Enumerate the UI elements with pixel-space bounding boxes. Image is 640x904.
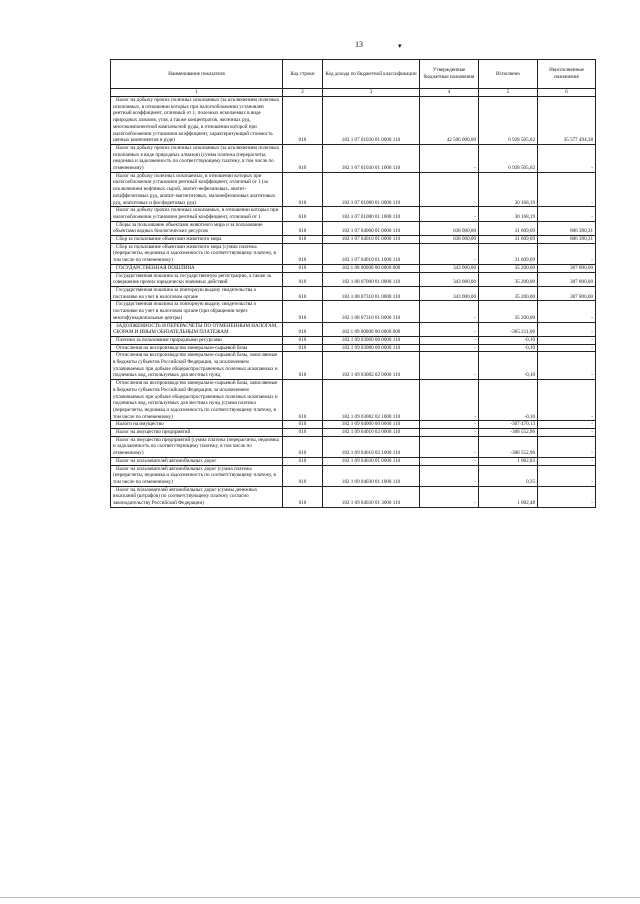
row-approved: 343 000,00 — [420, 272, 479, 286]
row-line-code: 010 — [283, 301, 323, 322]
row-unexecuted: 307 800,00 — [538, 264, 596, 272]
row-line-code: 010 — [283, 336, 323, 344]
row-approved: - — [420, 207, 479, 221]
row-executed: 35 200,00 — [479, 264, 538, 272]
row-budget-code: 182 1 09 00000 00 0000 000 — [323, 322, 420, 336]
row-line-code: 010 — [283, 286, 323, 300]
row-line-code: 010 — [283, 322, 323, 336]
header-executed: Исполнено — [479, 60, 538, 89]
row-executed: 35 200,00 — [479, 286, 538, 300]
column-number: 6 — [538, 89, 596, 97]
row-budget-code: 182 1 09 03000 00 0000 110 — [323, 336, 420, 344]
header-indicator-name: Наименование показателя — [111, 60, 283, 89]
row-approved: 838 000,00 — [420, 236, 479, 244]
row-indicator-name: Сборы за пользование объектами животного мира и за пользование объектами водных биологических ресурсов — [111, 221, 283, 235]
table-row — [111, 264, 596, 272]
row-unexecuted: 806 390,31 — [538, 221, 596, 235]
row-approved: 838 000,00 — [420, 221, 479, 235]
row-unexecuted: - — [538, 144, 596, 172]
row-budget-code: 182 1 07 01080 01 0000 110 — [323, 172, 420, 207]
row-budget-code: 182 1 07 01030 01 0000 110 — [323, 97, 420, 145]
row-unexecuted: - — [538, 429, 596, 437]
row-executed: -307 470,13 — [479, 421, 538, 429]
row-line-code: 010 — [283, 436, 323, 457]
row-approved: - — [420, 380, 479, 421]
row-indicator-name: Налог на добычу прочих полезных ископаемых (за исключением полезных ископаемых в виде природных алмазов) (сумма платежа (перерасчеты, недоимка и задолженность по соответствующему платежу, в том числе по отмененному) — [111, 144, 283, 172]
row-budget-code: 182 1 07 01080 01 1000 110 — [323, 207, 420, 221]
row-unexecuted: - — [538, 486, 596, 507]
row-approved: 42 506 000,00 — [420, 97, 479, 145]
row-line-code: 010 — [283, 380, 323, 421]
column-number: 5 — [479, 89, 538, 97]
row-unexecuted: - — [538, 380, 596, 421]
row-budget-code: 182 1 07 04010 01 1000 110 — [323, 243, 420, 264]
row-approved: - — [420, 336, 479, 344]
row-budget-code: 182 1 09 03082 02 1000 110 — [323, 380, 420, 421]
table-row — [111, 172, 596, 207]
row-budget-code: 182 1 09 04030 01 3000 110 — [323, 486, 420, 507]
page-number: 13 — [355, 40, 363, 49]
row-line-code: 010 — [283, 352, 323, 380]
row-executed: -0,10 — [479, 344, 538, 352]
row-budget-code: 182 1 08 07310 01 8000 110 — [323, 301, 420, 322]
row-executed: 1 082,48 — [479, 486, 538, 507]
row-unexecuted: 307 800,00 — [538, 286, 596, 300]
row-budget-code: 182 1 08 00000 00 0000 000 — [323, 264, 420, 272]
row-line-code: 010 — [283, 236, 323, 244]
row-line-code: 010 — [283, 429, 323, 437]
row-executed: 30 168,19 — [479, 172, 538, 207]
row-indicator-name: Платежи за пользование природными ресурсами — [111, 336, 283, 344]
row-indicator-name: Государственная пошлина за государственную регистрацию, а также за совершение прочих юридически значимых действий — [111, 272, 283, 286]
row-executed: -0,10 — [479, 352, 538, 380]
row-approved: 343 000,00 — [420, 286, 479, 300]
row-unexecuted: - — [538, 421, 596, 429]
row-executed: -0,10 — [479, 336, 538, 344]
row-indicator-name: ЗАДОЛЖЕННОСТЬ И ПЕРЕРАСЧЕТЫ ПО ОТМЕНЕННЫМ НАЛОГАМ, СБОРАМ И ИНЫМ ОБЯЗАТЕЛЬНЫМ ПЛАТЕЖАМ — [111, 322, 283, 336]
table-row — [111, 352, 596, 380]
row-unexecuted: 35 577 494,38 — [538, 97, 596, 145]
row-executed: 6 928 505,62 — [479, 144, 538, 172]
row-budget-code: 182 1 08 07310 01 0000 110 — [323, 286, 420, 300]
row-budget-code: 182 1 09 04010 02 1000 110 — [323, 436, 420, 457]
column-number: 3 — [323, 89, 420, 97]
table-row — [111, 301, 596, 322]
row-approved: - — [420, 172, 479, 207]
row-approved: 343 000,00 — [420, 264, 479, 272]
row-executed: 35 200,00 — [479, 272, 538, 286]
row-unexecuted: - — [538, 243, 596, 264]
row-line-code: 010 — [283, 97, 323, 145]
row-executed: -0,10 — [479, 380, 538, 421]
row-line-code: 010 — [283, 172, 323, 207]
column-number: 1 — [111, 89, 283, 97]
row-executed: 30 168,19 — [479, 207, 538, 221]
row-executed: 35 200,00 — [479, 301, 538, 322]
row-approved: - — [420, 243, 479, 264]
row-approved: - — [420, 429, 479, 437]
row-indicator-name: Налог на добычу прочих полезных ископаемых (за исключением полезных ископаемых, в отношении которых при налогообложении установлен рентный коэффициент, отличный от 1, полезных ископаемых в виде природных алмазов, угля, а также концентратов, железных руд, многокомпонентной комплексной руды, в отношении которой при налогообложении установлен коэффициент, характеризующий стоимость ценных компонентов в руде) — [111, 97, 283, 145]
row-approved: - — [420, 322, 479, 336]
row-approved: - — [420, 465, 479, 486]
row-executed: -308 552,96 — [479, 429, 538, 437]
row-budget-code: 182 1 07 04010 01 0000 110 — [323, 236, 420, 244]
table-row — [111, 421, 596, 429]
row-approved: - — [420, 144, 479, 172]
row-line-code: 010 — [283, 465, 323, 486]
row-approved: - — [420, 301, 479, 322]
row-indicator-name: Отчисления на воспроизводство минерально-сырьевой базы, зачисляемые в бюджеты субъектов Российской Федерации, за исключением уплачиваемых при добыче общераспространенных полезных ископаемых и подземных вод, используемых для местных нужд — [111, 352, 283, 380]
row-unexecuted: - — [538, 352, 596, 380]
row-line-code: 010 — [283, 457, 323, 465]
row-indicator-name: Налоги на имущество — [111, 421, 283, 429]
table-row — [111, 322, 596, 336]
page-mark: ▾ — [398, 42, 402, 50]
row-unexecuted: - — [538, 172, 596, 207]
row-indicator-name: Налог на имущество предприятий — [111, 429, 283, 437]
row-line-code: 010 — [283, 243, 323, 264]
table-row — [111, 344, 596, 352]
row-line-code: 010 — [283, 221, 323, 235]
row-indicator-name: Сбор за пользование объектами животного мира (сумма платежа (перерасчеты, недоимка и задолженность по соответствующему платежу, в том числе по отмененному) — [111, 243, 283, 264]
row-unexecuted: - — [538, 301, 596, 322]
table-row — [111, 436, 596, 457]
row-budget-code: 182 1 09 03082 02 0000 110 — [323, 352, 420, 380]
row-unexecuted: - — [538, 344, 596, 352]
row-executed: -308 552,96 — [479, 436, 538, 457]
table-row — [111, 286, 596, 300]
table-row — [111, 236, 596, 244]
row-line-code: 010 — [283, 264, 323, 272]
row-indicator-name: Налог на добычу прочих полезных ископаемых, в отношении которых при налогообложении установлен рентный коэффициент, отличный от 1 — [111, 207, 283, 221]
row-executed: 1 082,83 — [479, 457, 538, 465]
row-indicator-name: Государственная пошлина за повторную выдачу свидетельства о постановке на учет в налоговом органе — [111, 286, 283, 300]
header-line-code: Код строки — [283, 60, 323, 89]
row-indicator-name: Налог на добычу полезных ископаемых, в отношении которых при налогообложении установлен рентный коэффициент, отличный от 1 (за исключением нефтяных сырой, апатит-нефелиновых, апатит-штаффелитовых руд, апатит-магнетитовых, малонефелиновых апатитовых руд, апатитовых и фосфоритовых руд) — [111, 172, 283, 207]
row-approved: - — [420, 352, 479, 380]
row-budget-code: 182 1 09 03080 00 0000 110 — [323, 344, 420, 352]
row-indicator-name: Налог на пользователей автомобильных дорог — [111, 457, 283, 465]
table-row — [111, 336, 596, 344]
row-executed: -365 211,06 — [479, 322, 538, 336]
row-budget-code: 182 1 09 04030 01 0000 110 — [323, 457, 420, 465]
table-header-row — [111, 60, 596, 89]
row-unexecuted: - — [538, 207, 596, 221]
row-executed: 31 609,69 — [479, 236, 538, 244]
row-unexecuted: - — [538, 436, 596, 457]
row-line-code: 010 — [283, 421, 323, 429]
row-unexecuted: - — [538, 322, 596, 336]
row-budget-code: 182 1 09 04030 01 1000 110 — [323, 465, 420, 486]
row-line-code: 010 — [283, 207, 323, 221]
table-row — [111, 97, 596, 145]
row-indicator-name: Государственная пошлина за повторную выдачу свидетельства о постановке на учет в налоговом органе (при обращении через многофункциональные центры) — [111, 301, 283, 322]
row-budget-code: 182 1 07 04000 01 0000 110 — [323, 221, 420, 235]
row-indicator-name: Отчисления на воспроизводство минерально-сырьевой базы, зачисляемые в бюджеты субъектов Российской Федерации, за исключением уплачиваемых при добыче общераспространенных полезных ископаемых и подземных вод, используемых для местных нужд (сумма платежа (перерасчеты, недоимка и задолженность по соответствующему платежу, в том числе по отмененному) — [111, 380, 283, 421]
row-line-code: 010 — [283, 144, 323, 172]
row-unexecuted: 307 800,00 — [538, 272, 596, 286]
row-unexecuted: - — [538, 457, 596, 465]
row-indicator-name: Налог на пользователей автомобильных дорог (суммы денежных взысканий (штрафов) по соответствующему платежу согласно законодательству Российской Федерации) — [111, 486, 283, 507]
row-indicator-name: Отчисления на воспроизводство минерально-сырьевой базы — [111, 344, 283, 352]
page-bottom-rule — [0, 897, 640, 898]
row-executed: 6 928 505,62 — [479, 97, 538, 145]
row-indicator-name: Сбор за пользование объектами животного мира — [111, 236, 283, 244]
row-line-code: 010 — [283, 344, 323, 352]
table-row — [111, 429, 596, 437]
row-budget-code: 182 1 09 04000 00 0000 110 — [323, 421, 420, 429]
header-unexecuted: Неисполненные назначения — [538, 60, 596, 89]
table-row — [111, 144, 596, 172]
column-number-row — [111, 89, 596, 97]
row-budget-code: 182 1 09 04010 02 0000 110 — [323, 429, 420, 437]
row-approved: - — [420, 436, 479, 457]
row-executed: 31 609,69 — [479, 243, 538, 264]
header-approved: Утвержденные бюджетные назначения — [420, 60, 479, 89]
row-unexecuted: - — [538, 465, 596, 486]
row-executed: 0,35 — [479, 465, 538, 486]
row-unexecuted: 806 390,31 — [538, 236, 596, 244]
row-indicator-name: Налог на пользователей автомобильных дорог (сумма платежа (перерасчеты, недоимка и задолженность по соответствующему платежу, в том числе по отмененному) — [111, 465, 283, 486]
row-budget-code: 182 1 07 01030 01 1000 110 — [323, 144, 420, 172]
row-line-code: 010 — [283, 486, 323, 507]
header-budget-code: Код дохода по бюджетной классификации — [323, 60, 420, 89]
row-executed: 31 609,69 — [479, 221, 538, 235]
row-line-code: 010 — [283, 272, 323, 286]
row-indicator-name: Налог на имущество предприятий (сумма платежа (перерасчеты, недоимка и задолженность по соответствующему платежу, в том числе по отмененному) — [111, 436, 283, 457]
table-row — [111, 243, 596, 264]
column-number: 4 — [420, 89, 479, 97]
table-row — [111, 380, 596, 421]
row-approved: - — [420, 421, 479, 429]
row-approved: - — [420, 457, 479, 465]
table-row — [111, 457, 596, 465]
row-unexecuted: - — [538, 336, 596, 344]
row-budget-code: 182 1 08 07000 01 0000 110 — [323, 272, 420, 286]
row-indicator-name: ГОСУДАРСТВЕННАЯ ПОШЛИНА — [111, 264, 283, 272]
column-number: 2 — [283, 89, 323, 97]
table-row — [111, 207, 596, 221]
table-row — [111, 272, 596, 286]
table-row — [111, 465, 596, 486]
table-row — [111, 486, 596, 507]
revenue-table — [110, 59, 596, 508]
row-approved: - — [420, 344, 479, 352]
row-approved: - — [420, 486, 479, 507]
table-row — [111, 221, 596, 235]
